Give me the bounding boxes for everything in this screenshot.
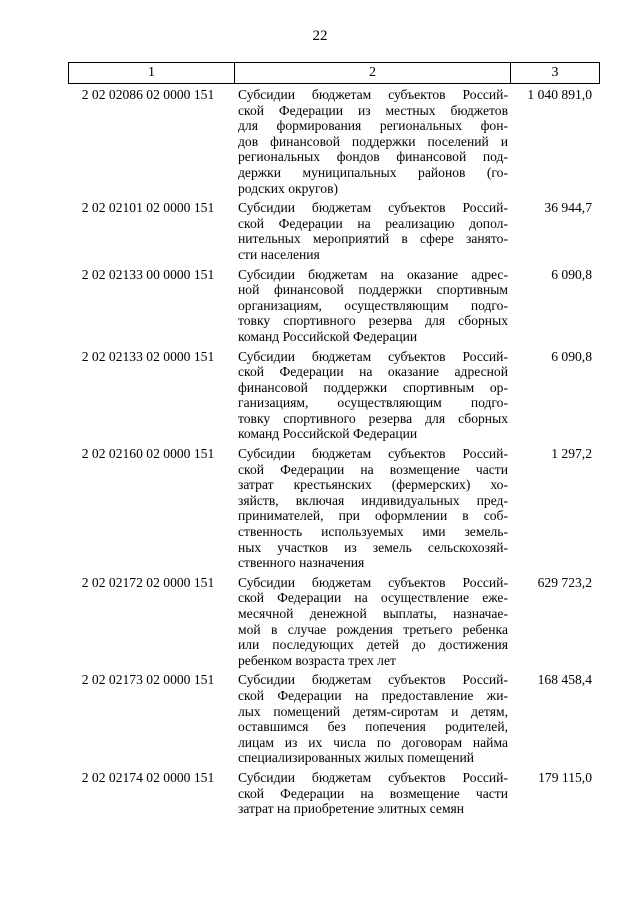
description: [238, 575, 508, 669]
description-line: Субсидии бюджетам субъектов Россий-: [238, 200, 508, 216]
description-line: ской Федерации на предоставление жи-: [238, 687, 508, 703]
description-line: держки муниципальных районов (го-: [238, 164, 508, 180]
amount: 6 090,8: [551, 348, 592, 364]
description-line: месячной денежной выплаты, назначае-: [238, 606, 508, 621]
column-header-3: 3: [551, 65, 559, 80]
table-row: [68, 267, 600, 345]
amount: 6 090,8: [551, 266, 592, 282]
budget-code: 2 02 02174 02 0000 151: [81, 769, 215, 785]
description-line: лых помещений детям-сиротам и детям,: [238, 703, 508, 719]
column-header-1: 1: [69, 63, 235, 83]
description-line: ственного назначения: [238, 555, 365, 571]
table-row: [68, 575, 600, 669]
column-header-2: 2: [235, 63, 511, 83]
description-line: Субсидии бюджетам субъектов Россий-: [238, 769, 508, 785]
table-row: [68, 349, 600, 443]
description-line: товку спортивного резерва для сборных: [238, 410, 508, 426]
description-line: нительных мероприятий в сфере занято-: [238, 231, 508, 247]
description: [238, 87, 508, 196]
description-line: ребенком возраста трех лет: [238, 652, 396, 668]
description-line: организациям, осуществляющим подго-: [238, 297, 508, 313]
description-line: дов финансовой поддержки поселений и: [238, 133, 508, 149]
amount: 1 297,2: [551, 446, 592, 462]
description-line: ской Федерации на возмещение части: [238, 461, 508, 477]
amount: 629 723,2: [537, 574, 592, 590]
description-line: мой в случае рождения третьего ребенка: [238, 621, 508, 637]
description-line: для формирования региональных фон-: [238, 118, 508, 134]
description: [238, 349, 508, 443]
description-line: ской Федерации из местных бюджетов: [238, 102, 508, 118]
description-line: Субсидии бюджетам субъектов Россий-: [238, 672, 508, 688]
description: [238, 446, 508, 571]
page-number: 22: [312, 28, 328, 44]
description-line: ской Федерации на возмещение части: [238, 785, 508, 801]
amount: 168 458,4: [537, 672, 592, 688]
description-line: Субсидии бюджетам субъектов Россий-: [238, 348, 508, 364]
amount: 1 040 891,0: [527, 87, 592, 102]
description-line: ных участков из земель сельскохозяй-: [238, 539, 508, 555]
table-row: [68, 87, 600, 196]
description-line: Субсидии бюджетам на оказание адрес-: [238, 266, 508, 282]
budget-code: 2 02 02133 00 0000 151: [81, 266, 215, 282]
description: [238, 672, 508, 766]
description-line: региональных фондов финансовой под-: [238, 149, 508, 165]
table-row: [68, 446, 600, 571]
description-line: или последующих детей до достижения: [238, 637, 508, 653]
amount: 179 115,0: [538, 769, 592, 785]
description-line: ственность используемых ими земель-: [238, 524, 508, 540]
description-line: ганизациям, осуществляющим подго-: [238, 395, 508, 411]
description-line: затрат на приобретение элитных семян: [238, 801, 465, 817]
description-line: лицам из их числа по договорам найма: [238, 734, 508, 750]
description-line: принимателей, при оформлении в соб-: [238, 508, 508, 524]
description-line: Субсидии бюджетам субъектов Россий-: [238, 446, 508, 462]
description-line: Субсидии бюджетам субъектов Россий-: [238, 87, 508, 102]
description: [238, 200, 508, 262]
budget-code: 2 02 02133 02 0000 151: [81, 348, 215, 364]
description-line: команд Российской Федерации: [238, 328, 418, 344]
description-line: Субсидии бюджетам субъектов Россий-: [238, 574, 508, 590]
description-line: ной финансовой поддержки спортивным: [238, 282, 508, 298]
description-line: затрат крестьянских (фермерских) хо-: [238, 477, 508, 493]
budget-code: 2 02 02173 02 0000 151: [81, 672, 215, 688]
table-header: [68, 62, 600, 84]
budget-code: 2 02 02160 02 0000 151: [81, 446, 215, 462]
table-row: [68, 770, 600, 817]
description-line: сти населения: [238, 246, 320, 262]
budget-code: 2 02 02101 02 0000 151: [81, 200, 215, 216]
table-row: [68, 200, 600, 262]
description-line: зяйств, включая индивидуальных пред-: [238, 492, 508, 508]
description-line: ской Федерации на оказание адресной: [238, 364, 508, 380]
description-line: родских округов): [238, 180, 339, 196]
description-line: команд Российской Федерации: [238, 426, 418, 442]
table-row: [68, 672, 600, 766]
description: [238, 770, 508, 817]
budget-code: 2 02 02086 02 0000 151: [81, 87, 215, 102]
table-body: [68, 87, 600, 821]
description-line: специализированных жилых помещений: [238, 750, 475, 766]
budget-code: 2 02 02172 02 0000 151: [81, 574, 215, 590]
description-line: товку спортивного резерва для сборных: [238, 313, 508, 329]
description-line: ской Федерации на реализацию допол-: [238, 215, 508, 231]
description-line: ской Федерации на осуществление еже-: [238, 590, 508, 606]
description: [238, 267, 508, 345]
amount: 36 944,7: [544, 200, 592, 216]
description-line: финансовой поддержки спортивным ор-: [238, 379, 508, 395]
description-line: оставшимся без попечения родителей,: [238, 719, 508, 735]
